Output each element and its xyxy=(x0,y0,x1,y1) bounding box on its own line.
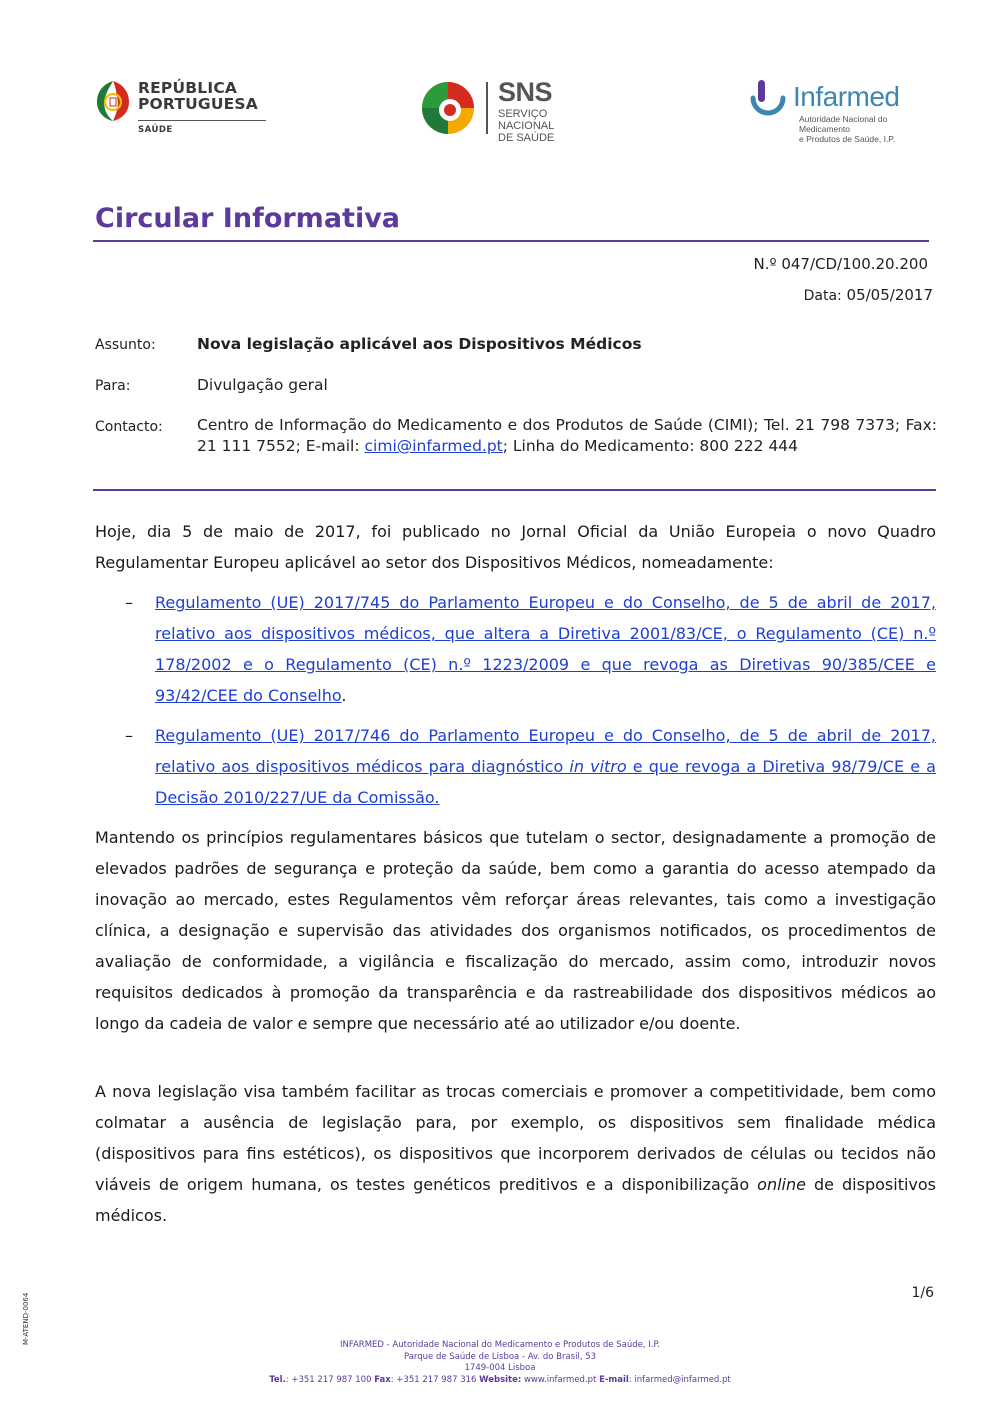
footer-web-label: Website: xyxy=(479,1374,522,1385)
item2-link-italic: in vitro xyxy=(569,757,627,776)
infarmed-name: Infarmed xyxy=(793,81,900,112)
circular-number: N.º 047/CD/100.20.200 xyxy=(753,255,928,273)
portugal-emblem-icon xyxy=(95,80,131,122)
sns-logo xyxy=(420,77,600,144)
para-value: Divulgação geral xyxy=(197,376,328,394)
footer-fax-label: Fax xyxy=(374,1374,391,1385)
bullet-1: – xyxy=(125,593,133,612)
infarmed-sub1: Autoridade Nacional do Medicamento xyxy=(799,114,888,134)
paragraph-3 xyxy=(95,1076,936,1231)
date-label: Data: xyxy=(803,288,842,304)
sns-sub2: DE SAÚDE xyxy=(498,132,555,144)
sns-sub1: SERVIÇO NACIONAL xyxy=(498,108,555,132)
rp-line1: REPÚBLICA xyxy=(138,79,238,97)
contacto-text-post: ; Linha do Medicamento: 800 222 444 xyxy=(502,437,799,455)
contacto-email-link[interactable]: cimi@infarmed.pt xyxy=(364,437,503,455)
title-rule xyxy=(93,240,929,242)
contacto-label: Contacto: xyxy=(95,419,163,435)
item2-link-a: Regulamento (UE) 2017/746 do Parlamento Europeu e do Conselho, de 5 de abril de 2017, relativo aos dispositivos médicos para diagnóstico xyxy=(155,726,936,776)
date-value: 05/05/2017 xyxy=(846,286,933,304)
footer-contacts xyxy=(0,1375,1000,1387)
paragraph-2: Mantendo os princípios regulamentares básicos que tutelam o sector, designadamente a promoção de elevados padrões de segurança e proteção da saúde, bem como a garantia do acesso atempado da inovação ao mercado, estes Regulamentos vêm reforçar áreas relevantes, tais como a investigação clínica, a designação e supervisão das atividades dos organismos notificados, os procedimentos de avaliação de conformidade, a vigilância e fiscalização do mercado, assim como, introduzir novos requisitos dedicados à promoção da transparência e da rastreabilidade dos dispositivos médicos ao longo da cadeia de valor e sempre que necessário até ao utilizador e/ou doente. xyxy=(95,828,936,1033)
intro-paragraph: Hoje, dia 5 de maio de 2017, foi publicado no Jornal Oficial da União Europeia o novo Quadro Regulamentar Europeu aplicável ao setor dos Dispositivos Médicos, nomeadamente: xyxy=(95,522,936,572)
item1-end: . xyxy=(341,686,347,705)
sns-circle-icon xyxy=(420,80,476,136)
assunto-value: Nova legislação aplicável aos Dispositivos Médicos xyxy=(197,335,642,353)
meta-rule xyxy=(93,489,936,491)
circular-date xyxy=(804,286,933,304)
rp-sub: SAÚDE xyxy=(138,125,173,135)
para-label: Para: xyxy=(95,378,131,394)
bullet-2: – xyxy=(125,726,133,745)
infarmed-sub2: e Produtos de Saúde, I.P. xyxy=(799,134,896,144)
footer-tel-label: Tel. xyxy=(269,1374,286,1385)
page-title: Circular Informativa xyxy=(95,203,401,234)
footer-line2: Parque de Saúde de Lisboa - Av. do Brasil, 53 xyxy=(403,1351,597,1362)
footer xyxy=(0,1340,1000,1386)
contacto-text-pre: Centro de Informação do Medicamento e dos Produtos de Saúde (CIMI); Tel. 21 798 7373; Fax: 21 111 7552; E-mail: xyxy=(197,416,937,455)
rp-line2: PORTUGUESA xyxy=(138,95,258,113)
infarmed-mark-icon xyxy=(750,78,790,120)
para3-a: A nova legislação visa também facilitar as trocas comerciais e promover a competitividade, bem como colmatar a ausência de legislação para, por exemplo, os dispositivos sem finalidade médica (dispositivos para fins estéticos), os dispositivos que incorporem derivados de células ou tecidos não viáveis de origem humana, os testes genéticos preditivos e a disponibilização xyxy=(95,1082,936,1194)
footer-email[interactable]: : infarmed@infarmed.pt xyxy=(628,1374,731,1385)
para3-b: de dispositivos médicos. xyxy=(95,1175,937,1225)
republica-portuguesa-logo xyxy=(95,78,270,138)
assunto-label: Assunto: xyxy=(95,337,156,353)
regulamento-746-link[interactable] xyxy=(155,726,936,807)
rp-divider xyxy=(138,120,266,121)
regulamento-745-link[interactable]: Regulamento (UE) 2017/745 do Parlamento Europeu e do Conselho, de 5 de abril de 2017, relativo aos dispositivos médicos, que altera a Diretiva 2001/83/CE, o Regulamento (CE) n.º 178/2002 e o Regulamento (CE) n.º 1223/2009 e que revoga as Diretivas 90/385/CEE e 93/42/CEE do Conselho xyxy=(155,593,936,705)
footer-fax: : +351 217 987 316 xyxy=(390,1374,477,1385)
contacto-value xyxy=(197,415,937,457)
para3-italic: online xyxy=(757,1175,806,1194)
footer-web[interactable]: www.infarmed.pt xyxy=(521,1374,597,1385)
list-item-1 xyxy=(155,587,936,711)
footer-line1: INFARMED - Autoridade Nacional do Medicamento e Produtos de Saúde, I.P. xyxy=(340,1340,660,1350)
list-item-2 xyxy=(155,720,936,813)
page-number: 1/6 xyxy=(911,1285,934,1301)
footer-line3: 1749-004 Lisboa xyxy=(464,1363,536,1373)
form-code: M-ATEND-0064 xyxy=(22,1292,30,1345)
item2-link-b: e que revoga a Diretiva 98/79/CE e a Decisão 2010/227/UE da Comissão. xyxy=(155,757,936,807)
infarmed-logo xyxy=(750,78,930,144)
footer-tel: : +351 217 987 100 xyxy=(285,1374,372,1385)
sns-divider xyxy=(486,82,488,134)
sns-title: SNS xyxy=(498,77,553,107)
footer-email-label: E-mail xyxy=(599,1374,629,1385)
